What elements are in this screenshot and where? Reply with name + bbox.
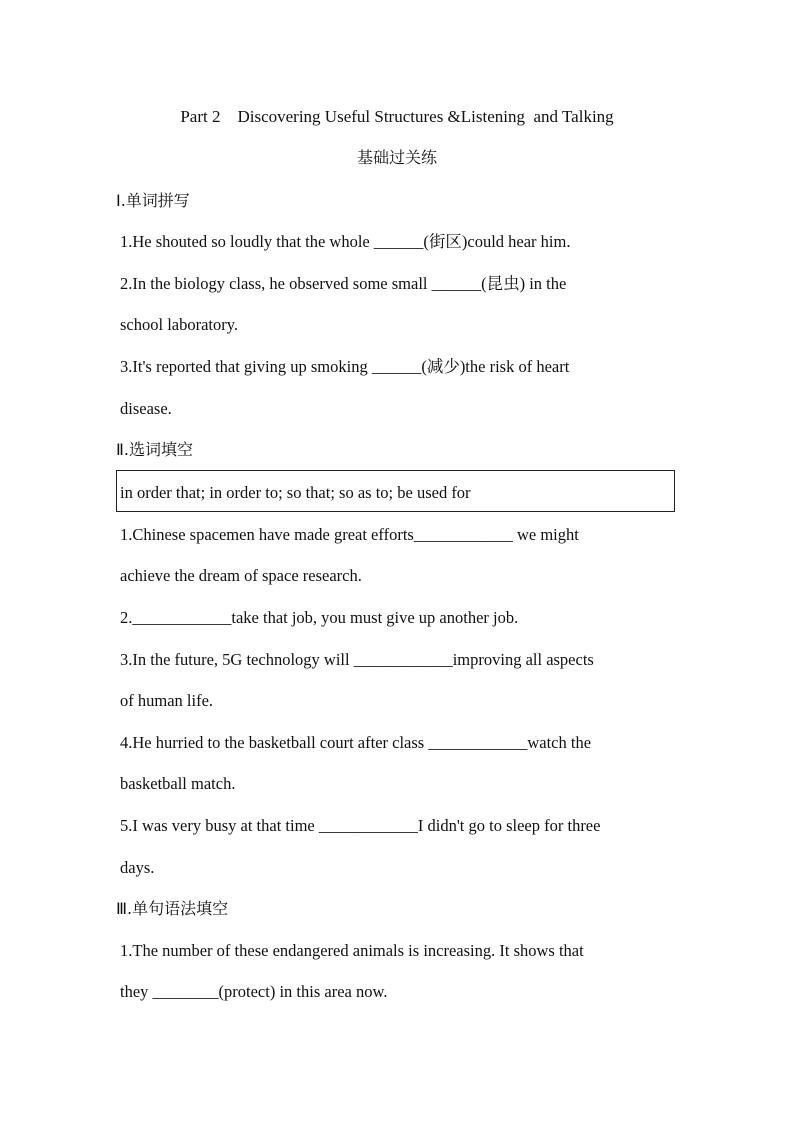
page-subtitle: 基础过关练: [356, 148, 437, 167]
s2-q5-line1: 5.I was very busy at that time ____________I didn't go to sleep for three: [120, 816, 601, 835]
s2-q1-line2: achieve the dream of space research.: [120, 566, 362, 585]
s2-q2-line1: 2.____________take that job, you must give up another job.: [120, 608, 519, 627]
s1-q2-line1: 2.In the biology class, he observed some small ______(昆虫) in the: [120, 274, 567, 293]
s2-q1-line1: 1.Chinese spacemen have made great efforts____________ we might: [120, 525, 579, 544]
s2-q5-line2: days.: [120, 858, 155, 877]
s1-q3-line1: 3.It's reported that giving up smoking ______(减少)the risk of heart: [120, 357, 570, 376]
page-title: Part 2 Discovering Useful Structures &Listening and Talking: [180, 107, 614, 126]
word-bank-text: in order that; in order to; so that; so as to; be used for: [120, 483, 471, 502]
s2-q4-line2: basketball match.: [120, 774, 236, 793]
s1-q3-line2: disease.: [120, 399, 172, 418]
s2-q3-line2: of human life.: [120, 691, 214, 710]
section-3-heading: Ⅲ.单句语法填空: [116, 899, 229, 918]
word-bank-box: [116, 470, 675, 512]
s3-q1-line1: 1.The number of these endangered animals is increasing. It shows that: [120, 941, 584, 960]
section-2-heading: Ⅱ.选词填空: [116, 440, 193, 459]
s3-q1-line2: they ________(protect) in this area now.: [120, 982, 388, 1001]
s1-q2-line2: school laboratory.: [120, 315, 239, 334]
s2-q3-line1: 3.In the future, 5G technology will ____________improving all aspects: [120, 650, 594, 669]
s2-q4-line1: 4.He hurried to the basketball court after class ____________watch the: [120, 733, 592, 752]
s1-q1-line1: 1.He shouted so loudly that the whole ______(街区)could hear him.: [120, 232, 571, 251]
section-1-heading: Ⅰ.单词拼写: [116, 191, 190, 210]
